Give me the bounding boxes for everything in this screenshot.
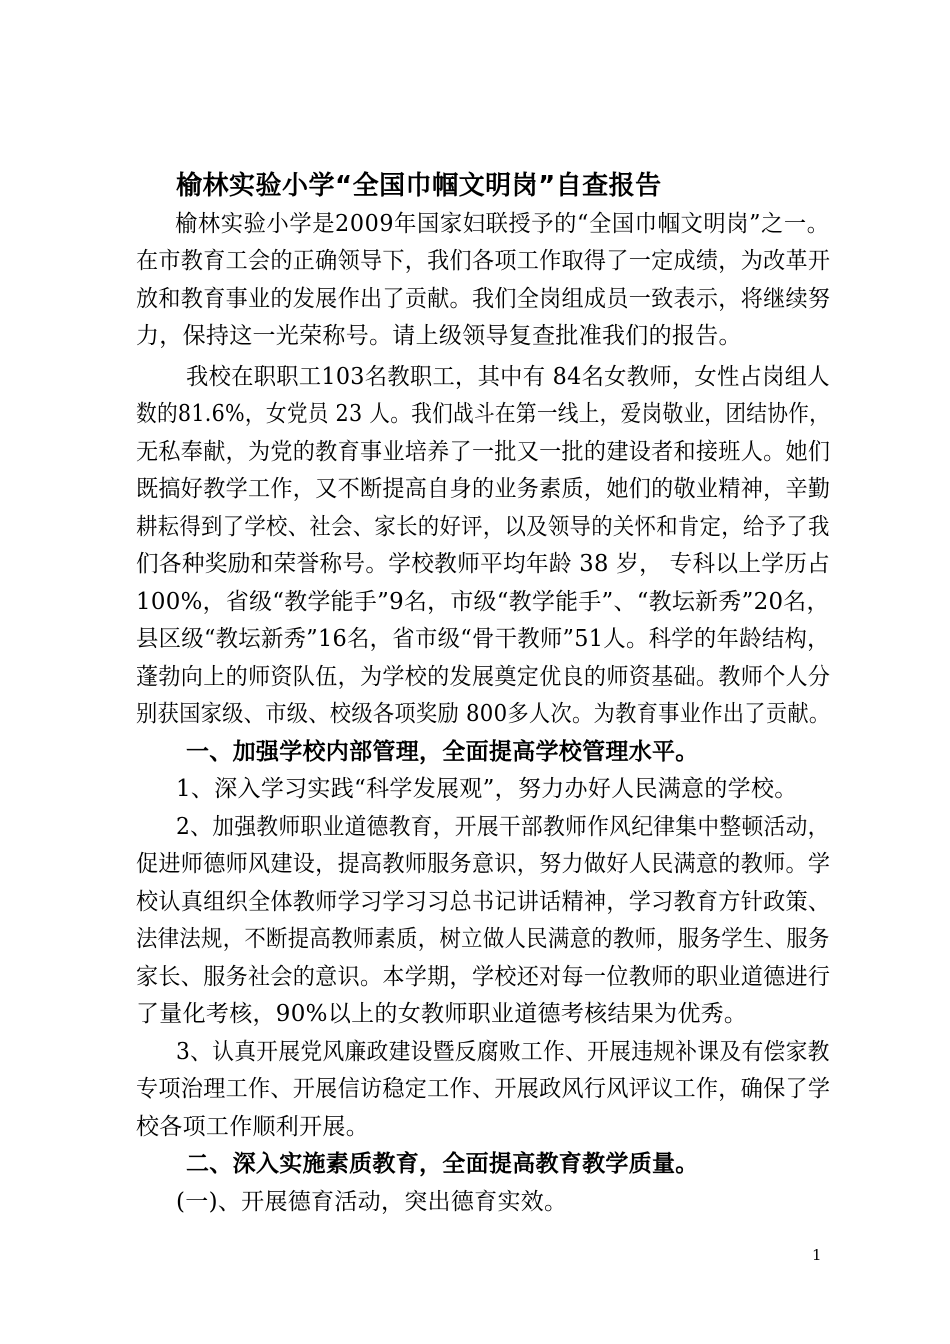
text-line: 既搞好教学工作，又不断提高自身的业务素质，她们的敬业精神，辛勤 bbox=[136, 476, 831, 502]
section-heading: 二、深入实施素质教育，全面提高教育教学质量。 bbox=[186, 1151, 699, 1177]
text-line: 了量化考核，90%以上的女教师职业道德考核结果为优秀。 bbox=[136, 1001, 748, 1027]
report-title: 榆林实验小学“全国巾帼文明岗”自查报告 bbox=[176, 171, 662, 201]
text-line: 别获国家级、市级、校级各项奖励 800多人次。为教育事业作出了贡献。 bbox=[136, 701, 831, 727]
section-heading: 一、加强学校内部管理，全面提高学校管理水平。 bbox=[186, 739, 699, 765]
text-line: 校认真组织全体教师学习学习习总书记讲话精神，学习教育方针政策、 bbox=[136, 889, 831, 915]
text-line: 法律法规，不断提高教师素质，树立做人民满意的教师，服务学生、服务 bbox=[136, 926, 830, 952]
text-line: 专项治理工作、开展信访稳定工作、开展政风行风评议工作，确保了学 bbox=[136, 1076, 831, 1102]
text-line: 数的81.6%，女党员 23 人。我们战斗在第一线上，爱岗敬业，团结协作， bbox=[136, 401, 831, 427]
text-line: 耕耘得到了学校、社会、家长的好评，以及领导的关怀和肯定，给予了我 bbox=[136, 514, 830, 540]
text-line: 榆林实验小学是2009年国家妇联授予的“全国巾帼文明岗”之一。 bbox=[175, 211, 830, 237]
text-line: 家长、服务社会的意识。本学期，学校还对每一位教师的职业道德进行 bbox=[136, 964, 831, 990]
text-line: 县区级“教坛新秀”16名，省市级“骨干教师”51人。科学的年龄结构， bbox=[136, 626, 830, 652]
text-line: 3、认真开展党风廉政建设暨反腐败工作、开展违规补课及有偿家教 bbox=[176, 1039, 830, 1065]
text-line: 100%，省级“教学能手”9名，市级“教学能手”、“教坛新秀”20名， bbox=[136, 589, 830, 615]
text-line: 校各项工作顺利开展。 bbox=[136, 1114, 369, 1140]
text-line: 1、深入学习实践“科学发展观”，努力办好人民满意的学校。 bbox=[176, 776, 798, 802]
text-line: 们各种奖励和荣誉称号。学校教师平均年龄 38 岁， 专科以上学历占 bbox=[136, 551, 831, 577]
text-line: 2、加强教师职业道德教育，开展干部教师作风纪律集中整顿活动， bbox=[176, 814, 830, 840]
text-line: 力，保持这一光荣称号。请上级领导复查批准我们的报告。 bbox=[136, 323, 742, 349]
text-line: (一)、开展德育活动，突出德育实效。 bbox=[176, 1189, 568, 1215]
text-line: 无私奉献，为党的教育事业培养了一批又一批的建设者和接班人。她们 bbox=[136, 439, 831, 465]
text-line: 我校在职职工103名教职工，其中有 84名女教师，女性占岗组人 bbox=[186, 364, 830, 390]
text-line: 促进师德师风建设，提高教师服务意识，努力做好人民满意的教师。学 bbox=[136, 851, 831, 877]
page-number: 1 bbox=[812, 1246, 822, 1264]
text-line: 蓬勃向上的师资队伍，为学校的发展奠定优良的师资基础。教师个人分 bbox=[136, 664, 831, 690]
text-line: 在市教育工会的正确领导下，我们各项工作取得了一定成绩，为改革开 bbox=[136, 248, 831, 274]
text-line: 放和教育事业的发展作出了贡献。我们全岗组成员一致表示，将继续努 bbox=[136, 286, 831, 312]
